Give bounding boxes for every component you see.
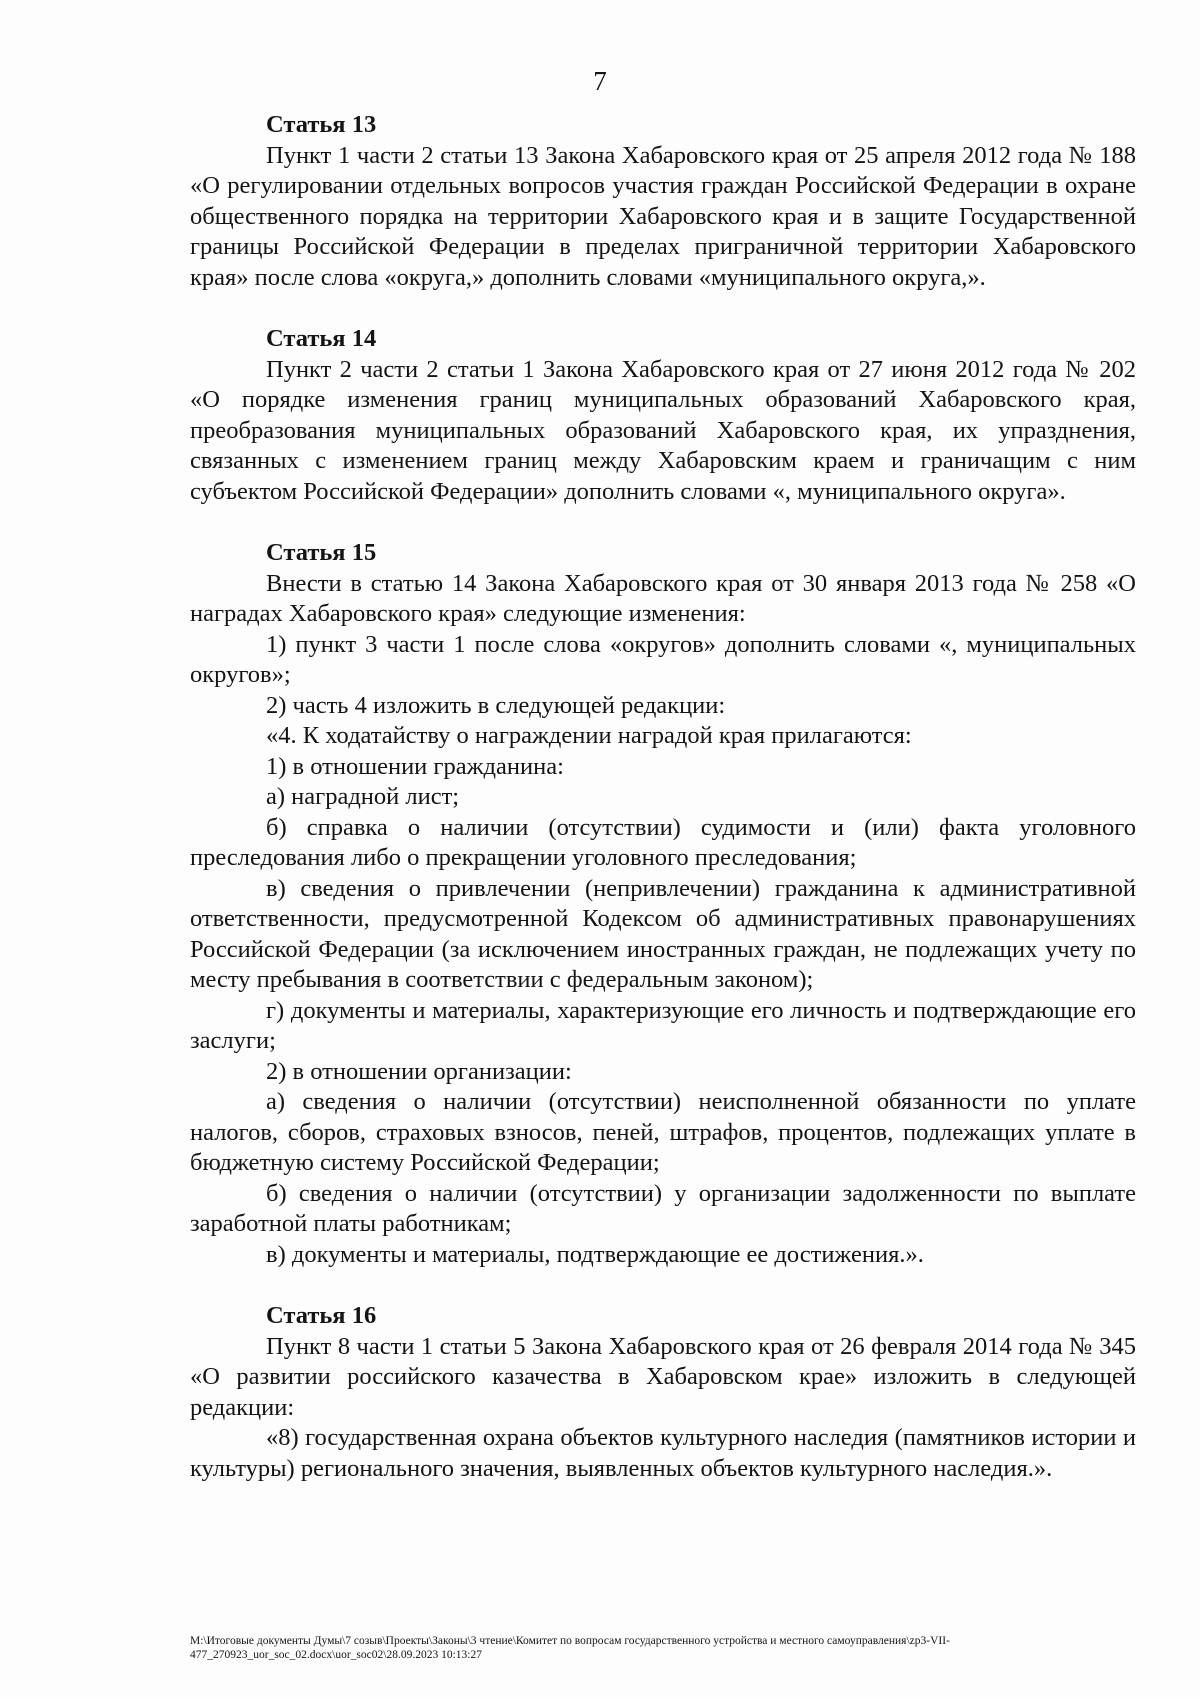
article-heading: Статья 13 <box>266 111 377 138</box>
page-number: 7 <box>593 66 607 96</box>
paragraph: б) справка о наличии (отсутствии) судимости и (или) факта уголовного преследования либо о прекращении уголовного преследования; <box>190 813 1136 871</box>
article-heading: Статья 14 <box>266 325 377 352</box>
paragraph: «4. К ходатайству о награждении наградой края прилагаются: <box>266 722 912 749</box>
paragraph: б) сведения о наличии (отсутствии) у организации задолженности по выплате заработной платы работникам; <box>190 1179 1136 1237</box>
paragraph: 1) пункт 3 части 1 после слова «округов» дополнить словами «, муниципальных округов»; <box>190 630 1136 688</box>
paragraph: 2) в отношении организации: <box>266 1057 572 1085</box>
paragraph: «8) государственная охрана объектов культурного наследия (памятников истории и культуры) регионального значения, выявленных объектов культурного наследия.». <box>190 1424 1136 1482</box>
document-body <box>190 110 1136 1515</box>
paragraph: а) сведения о наличии (отсутствии) неисполненной обязанности по уплате налогов, сборов, страховых взносов, пеней, штрафов, процентов, подлежащих уплате в бюджетную систему Российской Федерации; <box>190 1088 1136 1176</box>
paragraph: а) наградной лист; <box>266 783 460 810</box>
paragraph: в) сведения о привлечении (непривлечении) гражданина к административной ответственности, предусмотренной Кодексом об административных правонарушениях Российской Федерации (за исключением иностранных граждан, не подлежащих учету по месту пребывания в соответствии с федеральным законом); <box>190 874 1136 993</box>
paragraph: Пункт 2 части 2 статьи 1 Закона Хабаровского края от 27 июня 2012 года № 202 «О порядке изменения границ муниципальных образований Хабаровского края, преобразования муниципальных образований Хабаровского края, их упразднения, связанных с изменением границ между Хабаровским краем и граничащим с ним субъектом Российской Федерации» дополнить словами «, муниципального округа». <box>190 355 1136 505</box>
paragraph: в) документы и материалы, подтверждающие ее достижения.». <box>266 1240 924 1268</box>
paragraph: Пункт 1 части 2 статьи 13 Закона Хабаровского края от 25 апреля 2012 года № 188 «О регулировании отдельных вопросов участия граждан Российской Федерации в охране общественного порядка на территории Хабаровского края и в защите Государственной границы Российской Федерации в пределах приграничной территории Хабаровского края» после слова «округа,» дополнить словами «муниципального округа,». <box>190 141 1136 291</box>
file-path-footer: M:\Итоговые документы Думы\7 созыв\Проекты\Законы\3 чтение\Комитет по вопросам государственного устройства и местного самоуправления\zp3-VII-477_270923_uor_soc_02.docx\uor_soc02\28.09.2023 10:13:27 <box>190 1635 950 1661</box>
article-heading: Статья 16 <box>266 1302 377 1329</box>
article-heading: Статья 15 <box>266 539 377 566</box>
article-16 <box>190 1301 1136 1484</box>
article-14 <box>190 324 1136 507</box>
article-15 <box>190 538 1136 1270</box>
paragraph: Пункт 8 части 1 статьи 5 Закона Хабаровского края от 26 февраля 2014 года № 345 «О развитии российского казачества в Хабаровском крае» изложить в следующей редакции: <box>190 1332 1136 1421</box>
paragraph: 2) часть 4 изложить в следующей редакции: <box>266 691 726 719</box>
paragraph: г) документы и материалы, характеризующие его личность и подтверждающие его заслуги; <box>190 996 1136 1054</box>
paragraph: Внести в статью 14 Закона Хабаровского края от 30 января 2013 года № 258 «О наградах Хабаровского края» следующие изменения: <box>190 569 1136 627</box>
article-13 <box>190 110 1136 293</box>
paragraph: 1) в отношении гражданина: <box>266 752 564 780</box>
